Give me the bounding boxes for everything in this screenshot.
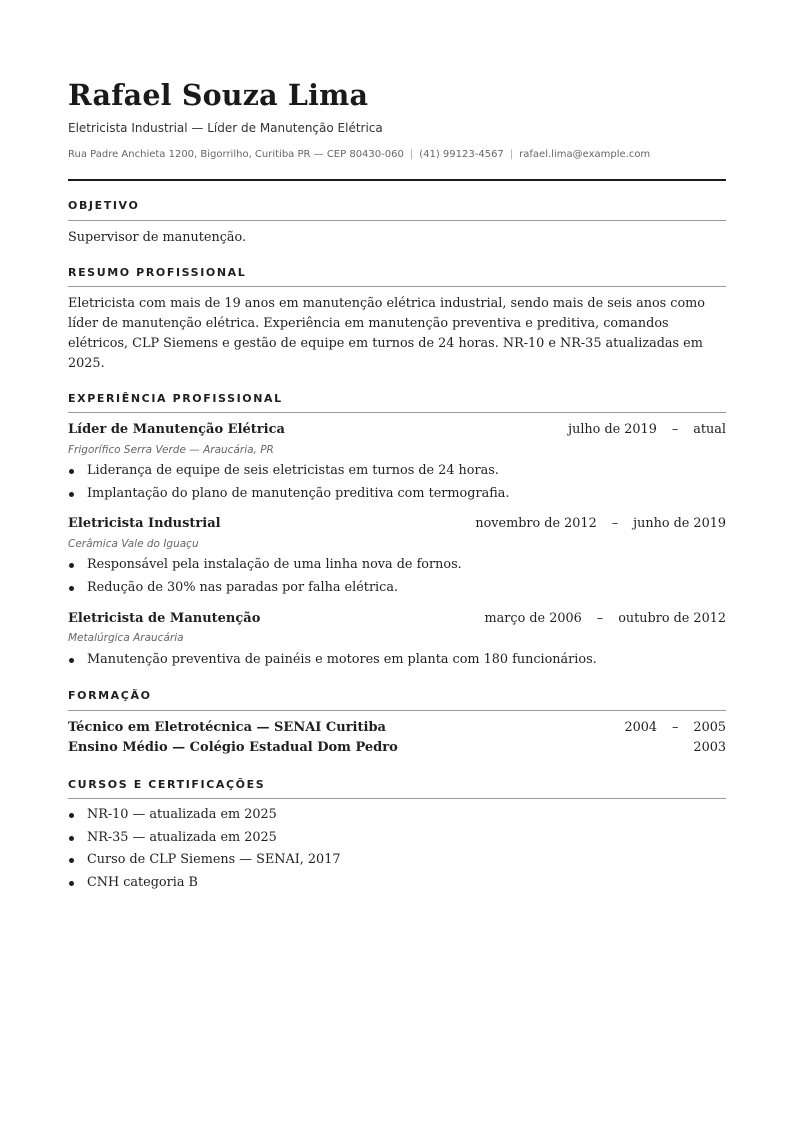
contact-line: [68, 149, 650, 160]
section-divider: [68, 798, 726, 799]
bullet-icon: [69, 836, 74, 841]
bullet-text: Redução de 30% nas paradas por falha elétrica.: [87, 579, 399, 595]
job-company: Metalúrgica Araucária: [68, 632, 184, 644]
section-title-resumo: RESUMO PROFISSIONAL: [68, 266, 247, 279]
job-bullets: [68, 556, 726, 601]
job-header: [68, 422, 726, 440]
contact-separator: |: [509, 149, 514, 160]
bullet-icon: [69, 563, 74, 568]
contact-phone: (41) 99123-4567: [419, 149, 504, 160]
job-bullets: [68, 462, 726, 507]
section-divider: [68, 220, 726, 221]
date-dash: –: [671, 422, 679, 437]
contact-separator: |: [409, 149, 414, 160]
list-item: [68, 829, 726, 852]
job-title: Líder de Manutenção Elétrica: [68, 422, 285, 437]
job-bullets: [68, 651, 726, 674]
objective-text: Supervisor de manutenção.: [68, 230, 247, 245]
list-item: [68, 579, 726, 602]
date-dash: –: [611, 516, 619, 531]
course-text: CNH categoria B: [87, 874, 198, 890]
job-title: Eletricista Industrial: [68, 516, 221, 531]
candidate-headline: Eletricista Industrial — Líder de Manutenção Elétrica: [68, 121, 383, 135]
education-end: 2005: [693, 720, 726, 735]
bullet-icon: [69, 586, 74, 591]
contact-email[interactable]: rafael.lima@example.com: [519, 149, 651, 160]
education-name: Ensino Médio — Colégio Estadual Dom Pedro: [68, 740, 398, 755]
section-divider: [68, 412, 726, 413]
section-title-cursos: CURSOS E CERTIFICAÇÕES: [68, 778, 266, 791]
job-start-date: julho de 2019: [568, 422, 657, 437]
education-start: 2004: [624, 720, 658, 735]
bullet-icon: [69, 658, 74, 663]
contact-address: Rua Padre Anchieta 1200, Bigorrilho, Curitiba PR — CEP 80430-060: [68, 149, 404, 160]
education-name: Técnico em Eletrotécnica — SENAI Curitiba: [68, 720, 386, 735]
course-text: NR-35 — atualizada em 2025: [87, 829, 277, 845]
bullet-text: Responsável pela instalação de uma linha nova de fornos.: [87, 557, 462, 572]
list-item: [68, 556, 726, 579]
job-end-date: atual: [693, 422, 726, 437]
section-title-objetivo: OBJETIVO: [68, 199, 140, 212]
job-company: Frigorífico Serra Verde — Araucária, PR: [68, 444, 274, 456]
list-item: [68, 485, 726, 508]
job-end-date: junho de 2019: [633, 516, 726, 531]
education-row: [68, 720, 726, 738]
bullet-text: Manutenção preventiva de painéis e motores em planta com 180 funcionários.: [87, 652, 597, 667]
bullet-icon: [69, 469, 74, 474]
bullet-text: Liderança de equipe de seis eletricistas em turnos de 24 horas.: [87, 463, 499, 478]
bullet-icon: [69, 858, 74, 863]
courses-list: [68, 806, 726, 896]
course-text: Curso de CLP Siemens — SENAI, 2017: [87, 852, 341, 867]
job-start-date: novembro de 2012: [475, 516, 597, 531]
job-header: [68, 516, 726, 534]
list-item: [68, 851, 726, 874]
list-item: [68, 806, 726, 829]
job-start-date: março de 2006: [484, 611, 582, 626]
date-dash: –: [672, 720, 679, 735]
course-text: NR-10 — atualizada em 2025: [87, 807, 277, 822]
section-title-experiencia: EXPERIÊNCIA PROFISSIONAL: [68, 392, 283, 405]
header-divider: [68, 179, 726, 181]
education-dates: [624, 720, 726, 735]
job-company: Cerâmica Vale do Iguaçu: [68, 538, 199, 550]
date-dash: –: [596, 611, 604, 626]
bullet-icon: [69, 881, 74, 886]
education-row: [68, 740, 726, 758]
summary-text: Eletricista com mais de 19 anos em manutenção elétrica industrial, sendo mais de seis anos como líder de manutenção elétrica. Experiência em manutenção preventiva e preditiva, comandos elétricos, CLP Siemens e gestão de equipe em turnos de 24 horas. NR-10 e NR-35 atualizadas em 2025.: [68, 296, 705, 371]
section-divider: [68, 286, 726, 287]
list-item: [68, 651, 726, 674]
education-year: 2003: [693, 740, 726, 755]
section-divider: [68, 710, 726, 711]
list-item: [68, 874, 726, 897]
job-dates: [475, 516, 726, 531]
list-item: [68, 462, 726, 485]
bullet-icon: [69, 813, 74, 818]
candidate-name: Rafael Souza Lima: [68, 78, 369, 112]
bullet-text: Implantação do plano de manutenção preditiva com termografia.: [87, 485, 510, 501]
job-dates: [568, 422, 726, 437]
bullet-icon: [69, 492, 74, 497]
job-dates: [485, 611, 726, 626]
job-end-date: outubro de 2012: [618, 611, 726, 626]
section-title-formacao: FORMAÇÃO: [68, 689, 152, 702]
job-header: [68, 611, 726, 629]
job-title: Eletricista de Manutenção: [68, 611, 261, 626]
